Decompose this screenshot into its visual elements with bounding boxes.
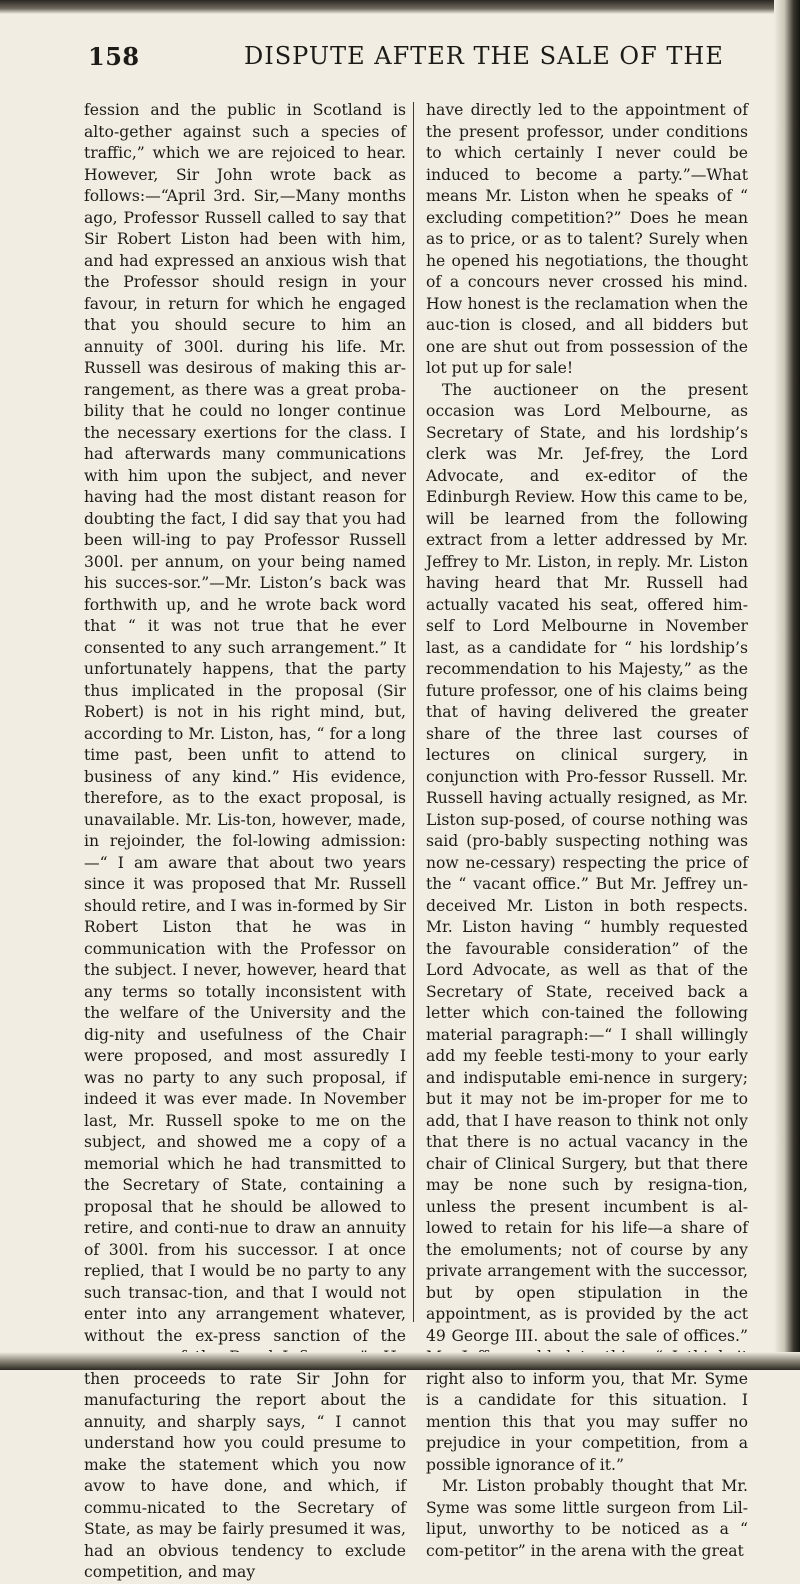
right-paragraph-1: have directly led to the appointment of the present professor, under conditions to which certainly I never could be induced to become a party.”—What means Mr. Liston when he speaks of “ excluding competition?” Does he mean as to price, or as to talent? Surely when he opened his negotiations, the thought of a concours never crossed his mind. How honest is the reclamation when the auc-tion is closed, and all bidders but one are shut out from possession of the lot put up for sale! (426, 101, 748, 377)
right-paragraph-2: The auctioneer on the present occasion was Lord Melbourne, as Secretary of State, and his lordship’s clerk was Mr. Jef-frey, the Lord Advocate, and ex-editor of the Edinburgh Review. How this came to be, will be learned from the following extract from a letter addressed by Mr. Jeffrey to Mr. Liston, in reply. Mr. Liston having heard that Mr. Russell had actually vacated his seat, offered him-self to Lord Melbourne in November last, as a candidate for “ his lordship’s recommendation to his Majesty,” as the future professor, one of his claims being that of having delivered the greater share of the three last courses of lectures on clinical surgery, in conjunction with Pro-fessor Russell. Mr. Russell having actually resigned, as Mr. Liston sup-posed, of course nothing was said (pro-bably suspecting nothing was now ne-cessary) respecting the price of the “ vacant office.” But Mr. Jeffrey un-deceived Mr. Liston in both respects. Mr. Liston having “ humbly requested the favourable consideration” of the Lord Advocate, as well as that of the Secretary of State, received back a letter which con-tained the following material paragraph:—“ I shall willingly add my feeble testi-mony to your early and indisputable emi-nence in surgery; but it may not be im-proper for me to add, that I have reason to think not only that there is no actual vacancy in the chair of Clinical Surgery, but that there may be none such by resigna-tion, unless the present incumbent is al-lowed to retain for his life—a share of the emoluments; not of course by any private arrangement with the successor, but by open stipulation in the appointment, as is provided by the act 49 George III. about the sale of offices.” right also to inform you, that Mr. Syme is a candidate for this situation. I mention this that you may suffer no prejudice in your competition, from a possible ignorance of it.” (426, 380, 748, 1474)
scan-bottom-edge (0, 1352, 800, 1370)
scan-right-edge (774, 0, 800, 1370)
left-column (84, 100, 406, 1581)
running-head: DISPUTE AFTER THE SALE OF THE (244, 42, 724, 70)
scan-top-edge (0, 0, 800, 14)
right-paragraph-3: Mr. Liston probably thought that Mr. Syme was some little surgeon from Lil-liput, unworthy to be noticed as a “ com-petitor” in the arena with the great (426, 1477, 748, 1560)
page-header (88, 42, 768, 78)
page-number: 158 (88, 42, 140, 71)
right-column (426, 100, 748, 1560)
column-divider (413, 102, 414, 1322)
left-paragraph-1: fession and the public in Scotland is alto-gether against such a species of traffic,” which we are rejoiced to hear. However, Sir John wrote back as follows:—“April 3rd. Sir,—Many months ago, Professor Russell called to say that Sir Robert Liston had been with him, and had expressed an anxious wish that the Professor should resign in your favour, in return for which he engaged that you should secure to him an annuity of 300l. during his life. Mr. Russell was desirous of making this ar-rangement, as there was a great proba-bility that he could no longer continue the necessary exertions for the class. I had afterwards many communications with him upon the subject, and never having had the most distant reason for doubting the fact, I did say that you had been will-ing to pay Professor Russell 300l. per annum, on your being named his succes-sor.”—Mr. Liston’s back was forthwith up, and he wrote back word that “ it was not true that he ever consented to any such arrangement.” It unfortunately happens, that the party thus implicated in the proposal (Sir Robert) is not in his right mind, but, according to Mr. Liston, has, “ for a long time past, been unfit to attend to business of any kind.” His evidence, therefore, as to the exact proposal, is unavailable. Mr. Lis-ton, however, made, in rejoinder, the fol-lowing admission:—“ I am aware that about two years since it was proposed that Mr. Russell should retire, and I was in-formed by Sir Robert Liston that he was in communication with the Professor on the subject. I never, however, heard that any terms so totally inconsistent with the welfare of the University and the dig-nity and usefulness of the Chair were proposed, and most assuredly I was no party to any such proposal, if indeed it was ever made. In November last, Mr. Russell spoke to me on the subject, and showed me a copy of a memorial which he had transmitted to the Secretary of State, containing a proposal that he should be allowed to retire, and conti-nue to draw an annuity of 300l. from his successor. I at once replied, that I would be no party to any such transac-tion, and that I would not enter into any arrangement whatever, without the ex-press sanction of the then proceeds to rate Sir John for manufacturing the report about the annuity, and sharply says, “ I cannot understand how you could presume to make the statement which you now avow to have done, and which, if commu-nicated to the Secretary of State, as may be fairly presumed it was, had an obvious tendency to exclude competition, and may (84, 101, 406, 1581)
